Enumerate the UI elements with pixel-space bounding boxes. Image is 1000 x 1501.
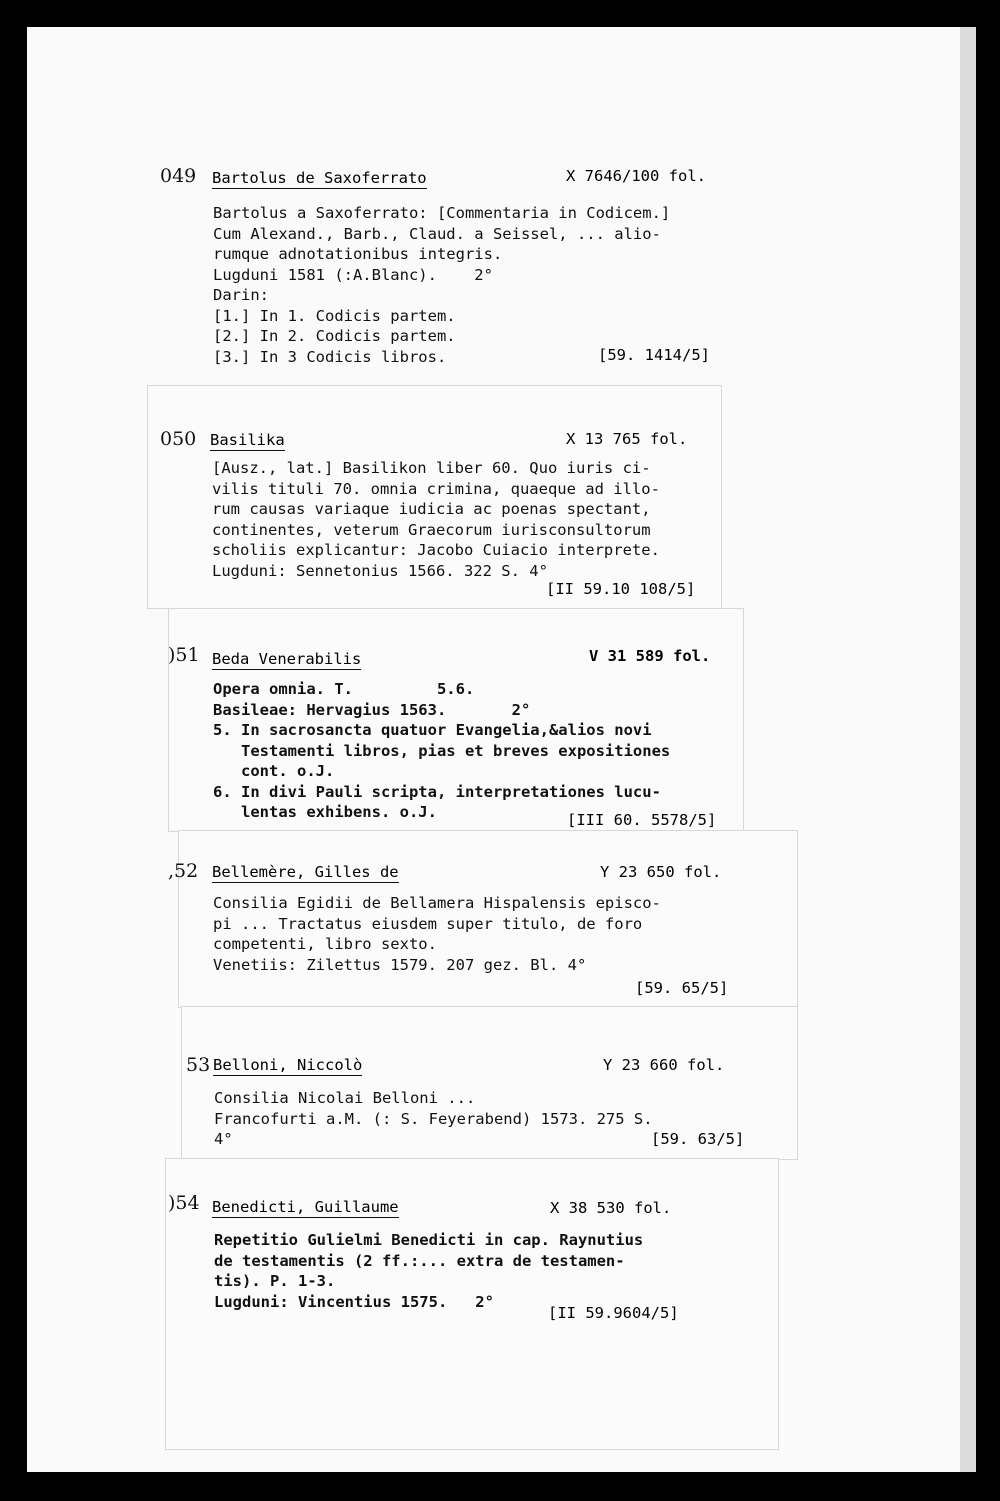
entry-line: de testamentis (2 ff.:... extra de testamen- [214, 1251, 625, 1270]
entry-body [213, 679, 670, 823]
entry-line: rumque adnotationibus integris. [213, 245, 503, 263]
entry-line: Cum Alexand., Barb., Claud. a Seissel, ... alio- [213, 224, 661, 243]
entry-number: )51 [168, 644, 200, 666]
entry-line: Opera omnia. T. 5.6. [213, 680, 475, 698]
entry-body [212, 458, 660, 581]
entry-heading: Belloni, Niccolò [213, 1056, 363, 1074]
entry-number: 049 [160, 165, 197, 187]
entry-line: lentas exhibens. o.J. [213, 803, 437, 821]
entry-line: scholiis explicantur: Jacobo Cuiacio interprete. [212, 541, 660, 559]
entry-line: Repetitio Gulielmi Benedicti in cap. Raynutius [214, 1231, 644, 1249]
entry-line: Testamenti libros, pias et breves expositiones [213, 741, 671, 760]
entry-number: ,52 [168, 860, 199, 882]
call-number: Y 23 650 fol. [600, 863, 722, 881]
entry-line: 4° [214, 1130, 233, 1148]
entry-body [214, 1088, 653, 1150]
entry-number: 050 [160, 428, 197, 450]
call-number: V 31 589 fol. [589, 647, 711, 665]
entry-heading: Benedicti, Guillaume [212, 1198, 399, 1216]
call-number: X 13 765 fol. [566, 430, 688, 448]
entry-line: Consilia Nicolai Belloni ... [214, 1089, 476, 1107]
call-number: X 38 530 fol. [550, 1199, 672, 1217]
entry-line: tis). P. 1-3. [214, 1272, 336, 1290]
call-number: Y 23 660 fol. [603, 1056, 725, 1074]
entry-line: Bartolus a Saxoferrato: [Commentaria in Codicem.] [213, 204, 671, 222]
entry-line: [Ausz., lat.] Basilikon liber 60. Quo iuris ci- [212, 459, 651, 477]
entry-line: Venetiis: Zilettus 1579. 207 gez. Bl. 4° [213, 955, 587, 974]
entry-line: competenti, libro sexto. [213, 935, 437, 953]
entry-line: [3.] In 3 Codicis libros. [213, 347, 447, 366]
entry-line: Lugduni: Sennetonius 1566. 322 S. 4° [212, 561, 548, 580]
entry-line: Lugduni: Vincentius 1575. 2° [214, 1292, 494, 1311]
entry-number: )54 [168, 1192, 200, 1214]
call-number: X 7646/100 fol. [566, 167, 706, 185]
entry-line: continentes, veterum Graecorum iurisconsultorum [212, 520, 651, 539]
entry-line: vilis tituli 70. omnia crimina, quaeque ad illo- [212, 479, 660, 498]
entry-line: rum causas variaque iudicia ac poenas spectant, [212, 500, 651, 518]
shelfmark: [II 59.10 108/5] [546, 580, 696, 598]
entry-line: cont. o.J. [213, 762, 335, 780]
page-edge [960, 27, 976, 1472]
entry-line: [2.] In 2. Codicis partem. [213, 327, 456, 345]
entry-body [213, 203, 670, 367]
entry-line: Consilia Egidii de Bellamera Hispalensis episco- [213, 894, 661, 912]
shelfmark: [II 59.9604/5] [548, 1304, 679, 1322]
entry-heading: Basilika [210, 431, 285, 449]
shelfmark: [III 60. 5578/5] [567, 811, 717, 829]
shelfmark: [59. 63/5] [651, 1130, 745, 1148]
entry-line: pi ... Tractatus eiusdem super titulo, de foro [213, 914, 643, 933]
entry-heading: Bartolus de Saxoferrato [212, 169, 427, 187]
entry-line: 6. In divi Pauli scripta, interpretationes lucu- [213, 782, 661, 801]
entry-body [214, 1230, 643, 1312]
entry-line: Basileae: Hervagius 1563. 2° [213, 700, 531, 719]
entry-line: Lugduni 1581 (:A.Blanc). 2° [213, 265, 493, 284]
entry-line: Darin: [213, 286, 269, 304]
entry-body [213, 893, 661, 975]
entry-line: Francofurti a.M. (: S. Feyerabend) 1573. 275 S. [214, 1109, 653, 1128]
entry-heading: Bellemère, Gilles de [212, 863, 399, 881]
entry-number: 53 [186, 1054, 211, 1076]
entry-line: [1.] In 1. Codicis partem. [213, 306, 456, 325]
entry-line: 5. In sacrosancta quatuor Evangelia,&alios novi [213, 721, 652, 739]
entry-heading: Beda Venerabilis [212, 650, 362, 668]
shelfmark: [59. 1414/5] [598, 346, 710, 364]
shelfmark: [59. 65/5] [635, 979, 729, 997]
